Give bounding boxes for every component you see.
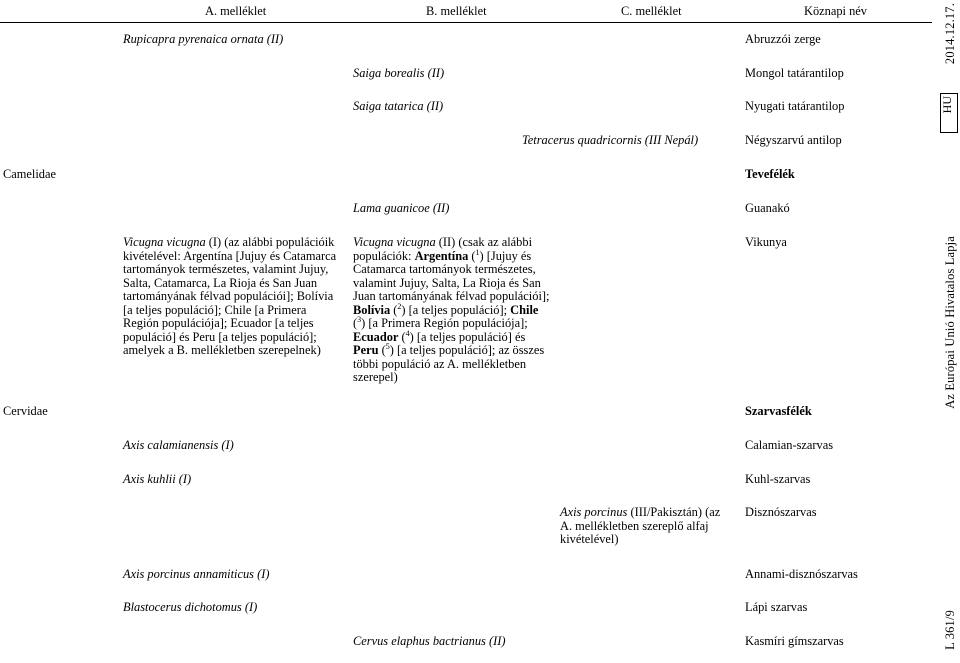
vicugna-b-text: [a teljes populáció];	[405, 302, 511, 317]
saiga-tatarica-common: Nyugati tatárantilop	[745, 99, 845, 113]
vicugna-b-text: [a Primera Región populációja];	[365, 316, 528, 330]
tetracerus-annex-c: Tetracerus quadricornis (III Nepál)	[522, 133, 699, 147]
lama-annex-b: Lama guanicoe (II)	[353, 201, 450, 215]
lama-common: Guanakó	[745, 201, 790, 215]
vicugna-common: Vikunya	[745, 235, 787, 249]
vicugna-b-text: [a teljes populáció]; az összes többi populáció az A. mellékletben szerepel)	[353, 343, 545, 384]
country-ecuador: Ecuador	[353, 329, 399, 344]
blastocerus-annex-a: Blastocerus dichotomus (I)	[123, 600, 258, 614]
axis-calamianensis-common: Calamian-szarvas	[745, 438, 834, 452]
vicugna-b-text: [a teljes populáció] és	[413, 329, 526, 344]
vicugna-b-text: [Jujuy és Catamarca tartományok természetes, valamint Jujuy, Salta, La Rioja és San Juan tartományának félvad populációi];	[353, 248, 550, 303]
footnote-ref: 4	[405, 328, 410, 338]
country-chile: Chile	[510, 302, 539, 317]
country-bolivia: Bolívia	[353, 302, 391, 317]
axis-annamiticus-annex-a: Axis porcinus annamiticus (I)	[123, 567, 270, 581]
vicugna-b-name: Vicugna vicugna	[353, 235, 436, 249]
family-camelidae: Camelidae	[3, 167, 56, 181]
footnote-ref: 1	[475, 247, 480, 257]
vicugna-annex-b: Vicugna vicugna (II) (csak az alábbi populációk: Argentína ($^1$) [Jujuy és Catamarca tartományok természetes, valamint Jujuy, Salta, La Rioja és San Juan tartományának félvad populációi]; Bolívia ($^2$) [a teljes populáció]; Chile ($^3$) [a Primera Región populációja]; Ecuador ($^4$) [a teljes populáció] és Peru ($^5$) [a teljes populáció]; az összes többi populáció az A. mellékletben szerepel)	[353, 235, 550, 384]
tetracerus-common: Négyszarvú antilop	[745, 133, 842, 147]
cervus-annex-b: Cervus elaphus bactrianus (II)	[353, 634, 506, 648]
page-reference: L 361/9	[943, 610, 957, 650]
country-peru: Peru	[353, 343, 379, 357]
blastocerus-common: Lápi szarvas	[745, 600, 808, 614]
language-code: HU	[940, 96, 954, 114]
cervus-common: Kasmíri gímszarvas	[745, 634, 844, 648]
footnote-ref: 2	[397, 301, 402, 311]
axis-porcinus-common: Disznószarvas	[745, 505, 817, 519]
header-common-name: Köznapi név	[804, 4, 867, 18]
cervidae-common: Szarvasfélék	[745, 404, 812, 418]
axis-calamianensis-annex-a: Axis calamianensis (I)	[123, 438, 234, 452]
axis-kuhlii-common: Kuhl-szarvas	[745, 472, 811, 486]
header-annex-a: A. melléklet	[205, 4, 267, 18]
saiga-borealis-annex-b: Saiga borealis (II)	[353, 66, 445, 80]
axis-kuhlii-annex-a: Axis kuhlii (I)	[123, 472, 192, 486]
publication-date: 2014.12.17.	[943, 3, 957, 65]
vicugna-a-text: (I) (az alábbi populációik kivételével: Argentína [Jujuy és Catamarca tartományok természetes, valamint Jujuy, Salta, Catamarca, La Rioja és San Juan tartományának félvad populációi]; Bolívia [a teljes populáció]; Chile [a Primera Región populációja]; Ecuador [a teljes populáció] és Peru [a teljes populáció]; amelyek a B. mellékletben szerepelnek)	[123, 235, 337, 357]
saiga-borealis-common: Mongol tatárantilop	[745, 66, 844, 80]
axis-annamiticus-common: Annami-disznószarvas	[745, 567, 858, 581]
vicugna-annex-a	[123, 236, 345, 358]
header-annex-c: C. melléklet	[621, 4, 682, 18]
header-annex-b: B. melléklet	[426, 4, 487, 18]
family-cervidae: Cervidae	[3, 404, 48, 418]
vicugna-a-name: Vicugna vicugna	[123, 235, 206, 249]
saiga-tatarica-annex-b: Saiga tatarica (II)	[353, 99, 444, 113]
footnote-ref: 5	[385, 341, 390, 351]
header-rule	[0, 22, 932, 23]
rupicapra-common: Abruzzói zerge	[745, 32, 821, 46]
axis-porcinus-text: (III/Pakisztán) (az A. mellékletben szereplő alfaj kivételével)	[560, 505, 721, 546]
rupicapra-annex-a: Rupicapra pyrenaica ornata (II)	[123, 32, 284, 46]
journal-title: Az Európai Unió Hivatalos Lapja	[943, 236, 957, 409]
footnote-ref: 3	[357, 314, 362, 324]
camelidae-common: Tevefélék	[745, 167, 795, 181]
vicugna-b-text: (II) (csak az alábbi populációk:	[353, 235, 533, 263]
axis-porcinus-name: Axis porcinus	[560, 505, 628, 519]
country-argentina: Argentína	[414, 248, 469, 263]
axis-porcinus-annex-c	[560, 506, 728, 547]
